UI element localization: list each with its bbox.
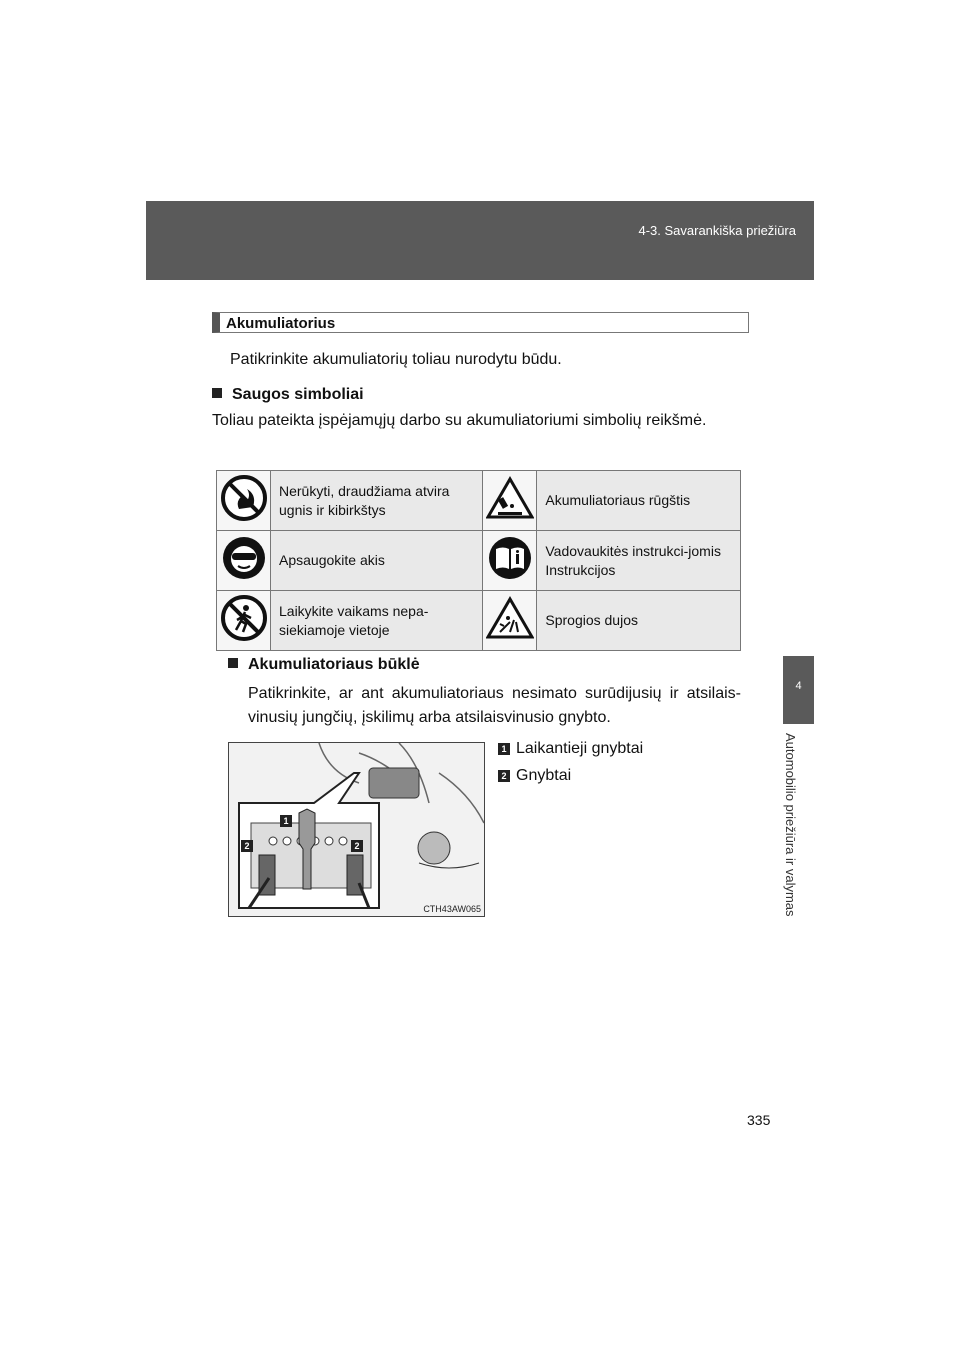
chapter-tab-number: 4 — [795, 680, 802, 692]
acid-icon — [483, 471, 537, 531]
symbol-label: Vadovaukitės instrukci-jomis Instrukcijos — [537, 531, 741, 591]
chapter-tab[interactable] — [783, 656, 814, 724]
section-title-box — [212, 312, 749, 333]
symbol-label: Nerūkyti, draudžiama atvira ugnis ir kibirkštys — [271, 471, 483, 531]
safety-symbols-table — [216, 470, 741, 651]
symbol-label: Akumuliatoriaus rūgštis — [537, 471, 741, 531]
safety-heading — [212, 386, 364, 404]
manual-icon — [483, 531, 537, 591]
condition-heading — [228, 656, 420, 674]
safety-description: Toliau pateikta įspėjamųjų darbo su akumuliatoriumi simbolių reikšmė. — [212, 412, 707, 429]
callout-1: 1 — [280, 815, 292, 827]
chapter-header-bar — [146, 201, 814, 280]
explosive-gas-icon — [483, 591, 537, 651]
symbol-label: Sprogios dujos — [537, 591, 741, 651]
bullet-square-icon — [228, 658, 238, 668]
legend-label: Laikantieji gnybtai — [516, 740, 644, 757]
symbol-label: Laikykite vaikams nepa-siekiamoje vietoje — [271, 591, 483, 651]
condition-description: Patikrinkite, ar ant akumuliatoriaus nesimato surūdijusių ir atsilais-vinusių jungčių, įskilimų arba atsilaisvinusio gnybto. — [248, 685, 741, 726]
number-2-icon: 2 — [498, 770, 510, 782]
table-row — [217, 591, 741, 651]
legend-item — [498, 767, 571, 785]
legend-item — [498, 740, 643, 758]
condition-heading-text: Akumuliatoriaus būklė — [248, 656, 420, 673]
figure-code: CTH43AW065 — [423, 904, 481, 914]
callout-2: 2 — [351, 840, 363, 852]
table-row — [217, 531, 741, 591]
intro-text: Patikrinkite akumuliatorių toliau nurodytu būdu. — [230, 351, 562, 368]
symbol-label: Apsaugokite akis — [271, 531, 483, 591]
section-title: Akumuliatorius — [226, 315, 336, 332]
safety-heading-text: Saugos simboliai — [232, 386, 364, 403]
page-number: 335 — [747, 1112, 771, 1128]
battery-illustration — [228, 742, 485, 917]
table-row — [217, 471, 741, 531]
breadcrumb: 4-3. Savarankiška priežiūra — [638, 223, 796, 238]
number-1-icon: 1 — [498, 743, 510, 755]
eye-protection-icon — [217, 531, 271, 591]
chapter-side-rail — [783, 724, 814, 974]
chapter-side-title: Automobilio priežiūra ir valymas — [783, 733, 798, 917]
bullet-square-icon — [212, 388, 222, 398]
callout-2: 2 — [241, 840, 253, 852]
no-fire-icon — [217, 471, 271, 531]
legend-label: Gnybtai — [516, 767, 572, 784]
keep-children-away-icon — [217, 591, 271, 651]
